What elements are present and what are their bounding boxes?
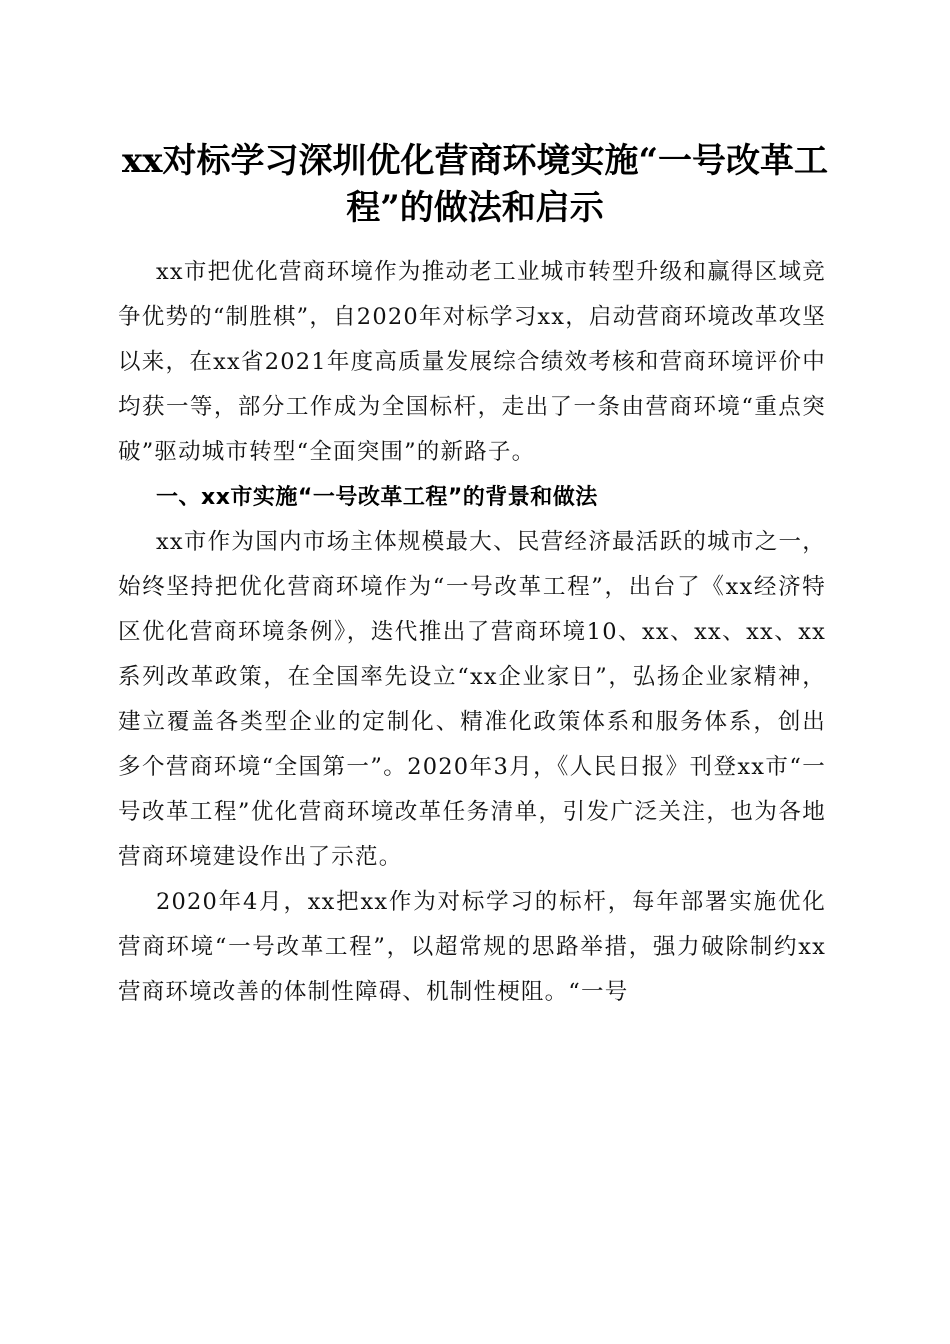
body-paragraph: 2020年4月，xx把xx作为对标学习的标杆，每年部署实施优化营商环境“一号改革工程”，以超常规的思路举措，强力破除制约xx营商环境改善的体制性障碍、机制性梗阻。“一号: [118, 889, 826, 1005]
document-title: xx对标学习深圳优化营商环境实施“一号改革工程”的做法和启示: [121, 141, 829, 228]
section-heading: 一、xx市实施“一号改革工程”的背景和做法: [156, 485, 598, 510]
body-paragraph: xx市作为国内市场主体规模最大、民营经济最活跃的城市之一，始终坚持把优化营商环境作为“一号改革工程”，出台了《xx经济特区优化营商环境条例》，迭代推出了营商环境10、xx、xx、xx、xx系列改革政策，在全国率先设立“xx企业家日”，弘扬企业家精神，建立覆盖各类型企业的定制化、精准化政策体系和服务体系，创出多个营商环境“全国第一”。2020年3月，《人民日报》刊登xx市“一号改革工程”优化营商环境改革任务清单，引发广泛关注，也为各地营商环境建设作出了示范。: [118, 529, 826, 870]
document-body: [118, 250, 826, 1015]
intro-paragraph: xx市把优化营商环境作为推动老工业城市转型升级和赢得区域竞争优势的“制胜棋”，自2020年对标学习xx，启动营商环境改革攻坚以来，在xx省2021年度高质量发展综合绩效考核和营商环境评价中均获一等，部分工作成为全国标杆，走出了一条由营商环境“重点突破”驱动城市转型“全面突围”的新路子。: [118, 259, 826, 465]
